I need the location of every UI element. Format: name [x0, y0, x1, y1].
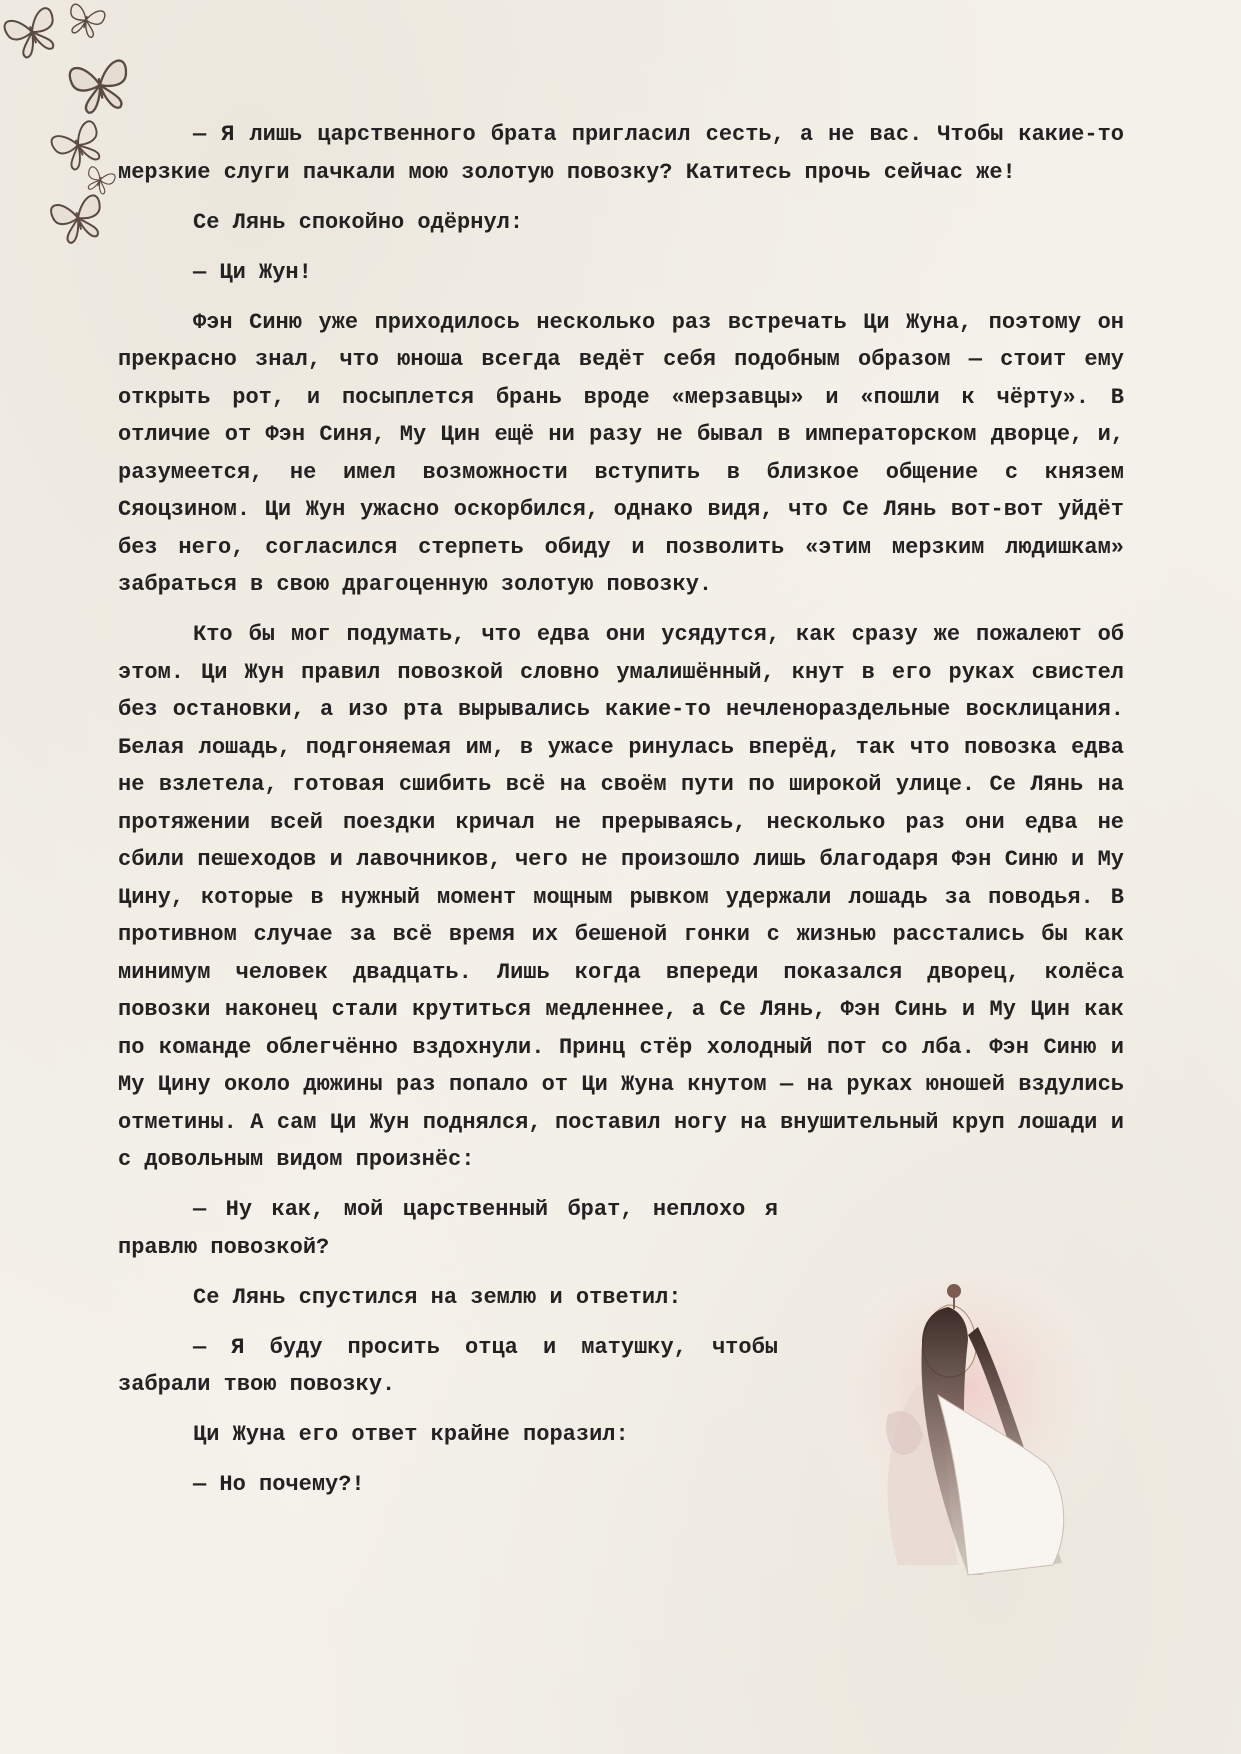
butterfly-icon [65, 3, 106, 39]
paragraph: Кто бы мог подумать, что едва они усядутся, как сразу же пожалеют об этом. Ци Жун правил повозкой словно умалишённый, кнут в его руках свистел без остановки, а изо рта вырывались какие-то нечленораздельные восклицания. Белая лошадь, подгоняемая им, в ужасе ринулась вперёд, так что повозка едва не взлетела, готовая сшибить всё на своём пути по широкой улице. Се Лянь на протяжении всей поездки кричал не прерываясь, несколько раз они едва не сбили пешеходов и лавочников, чего не произошло лишь благодаря Фэн Синю и Му Цину, которые в нужный момент мощным рывком удержали лошадь за поводья. В противном случае за всё время их бешеной гонки с жизнью расстались бы как минимум человек двадцать. Лишь когда впереди показался дворец, колёса повозки наконец стали крутиться медленнее, а Се Лянь, Фэн Синь и Му Цин как по команде облегчённо вздохнули. Принц стёр холодный пот со лба. Фэн Синю и Му Цину около дюжины раз попало от Ци Жуна кнутом — на руках юношей вздулись отметины. А сам Ци Жун поднялся, поставил ногу на внушительный круп лошади и с довольным видом произнёс: [118, 622, 1124, 1172]
paragraph: — Я буду просить отца и матушку, чтобы забрали твою повозку. [118, 1334, 778, 1397]
butterfly-icon [83, 166, 116, 196]
paragraph: — Ну как, мой царственный брат, неплохо я правлю повозкой? [118, 1197, 778, 1260]
butterfly-icon [3, 7, 63, 62]
butterfly-icon [69, 60, 133, 116]
paragraph: — Но почему?! [193, 1472, 365, 1497]
butterfly-icon [50, 194, 108, 246]
butterfly-icon [50, 120, 109, 174]
paragraph: Се Лянь спокойно одёрнул: [193, 209, 524, 235]
paragraph: — Ци Жун! [193, 259, 312, 285]
paragraph: Фэн Синю уже приходилось несколько раз встречать Ци Жуна, поэтому он прекрасно знал, что юноша всегда ведёт себя подобным образом — стоит ему открыть рот, и посыплется брань вроде «мерзавцы» и «пошли к чёрту». В отличие от Фэн Синя, Му Цин ещё ни разу не бывал в императорском дворце, и, разумеется, не имел возможности вступить в близкое общение с князем Сяоцзином. Ци Жун ужасно оскорбился, однако видя, что Се Лянь вот-вот уйдёт без него, согласился стерпеть обиду и позволить «этим мерзким людишкам» забраться в свою драгоценную золотую повозку. [118, 309, 1124, 597]
paragraph: — Я лишь царственного брата пригласил сесть, а не вас. Чтобы какие-то мерзкие слуги пачкали мою золотую повозку? Катитесь прочь сейчас же! [118, 122, 1124, 185]
paragraph: Ци Жуна его ответ крайне поразил: [193, 1422, 629, 1447]
figure-illustration [818, 1265, 1128, 1595]
paragraph: Се Лянь спустился на землю и ответил: [193, 1284, 682, 1310]
